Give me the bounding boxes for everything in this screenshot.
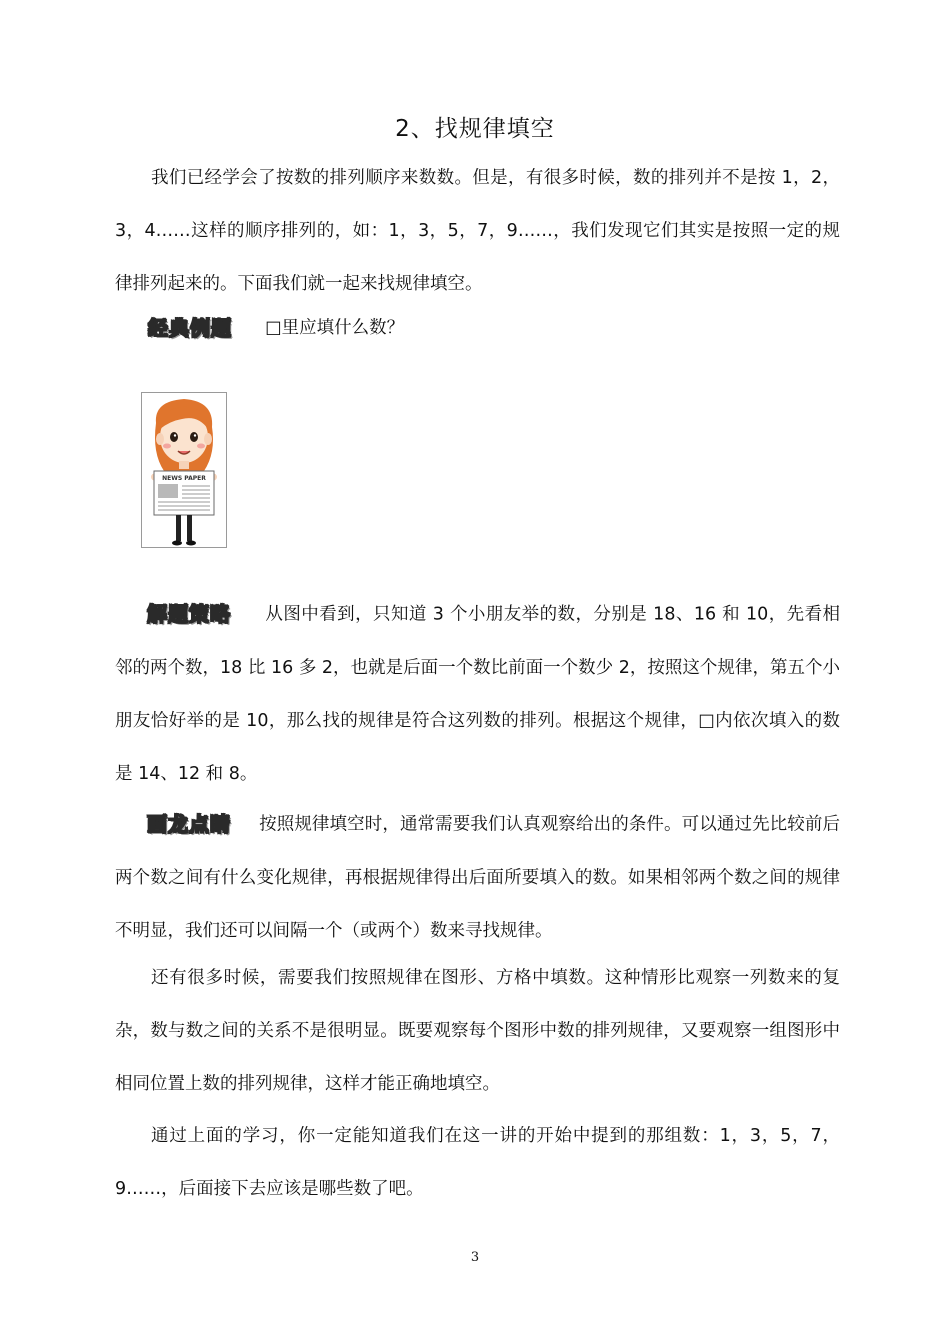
ending-paragraph: 通过上面的学习，你一定能知道我们在这一讲的开始中提到的那组数：1，3，5，7，9……，后面接下去应该是哪些数了吧。 (115, 1126, 840, 1199)
tip-badge: 画龙点睛 (147, 812, 231, 836)
page-title: 2、找规律填空 (395, 116, 555, 142)
girl-with-newspaper-image (142, 393, 226, 547)
example-question: □里应填什么数？ (265, 318, 405, 338)
intro-paragraph: 我们已经学会了按数的排列顺序来数数。但是，有很多时候，数的排列并不是按 1，2，3，4……这样的顺序排列的，如：1，3，5，7，9……，我们发现它们其实是按照一定的规律排列起来的。下面我们就一起来找规律填空。 (115, 168, 840, 294)
strategy-paragraph (115, 588, 840, 801)
example-badge: 经典例题 (148, 316, 232, 340)
strategy-text: 从图中看到，只知道 3 个小朋友举的数，分别是 18、16 和 10，先看相邻的两个数，18 比 16 多 2，也就是后面一个数比前面一个数少 2，按照这个规律，第五个小朋友恰好举的是 10，那么找的规律是符合这列数的排列。根据这个规律，□内依次填入的数是 14、12 和 8。 (115, 604, 840, 784)
strategy-badge: 解题策略 (147, 602, 231, 626)
example-section (146, 312, 404, 352)
page-number: 3 (470, 1250, 480, 1265)
more-paragraph: 还有很多时候，需要我们按照规律在图形、方格中填数。这种情形比观察一列数来的复杂，数与数之间的关系不是很明显。既要观察每个图形中数的排列规律，又要观察一组图形中相同位置上数的排列规律，这样才能正确地填空。 (115, 968, 840, 1094)
tip-text: 按照规律填空时，通常需要我们认真观察给出的条件。可以通过先比较前后两个数之间有什么变化规律，再根据规律得出后面所要填入的数。如果相邻两个数之间的规律不明显，我们还可以间隔一个（或两个）数来寻找规律。 (115, 814, 840, 941)
tip-paragraph (115, 798, 840, 958)
newspaper-label: NEWS PAPER (162, 475, 206, 482)
girl-newspaper-illustration (141, 392, 227, 548)
